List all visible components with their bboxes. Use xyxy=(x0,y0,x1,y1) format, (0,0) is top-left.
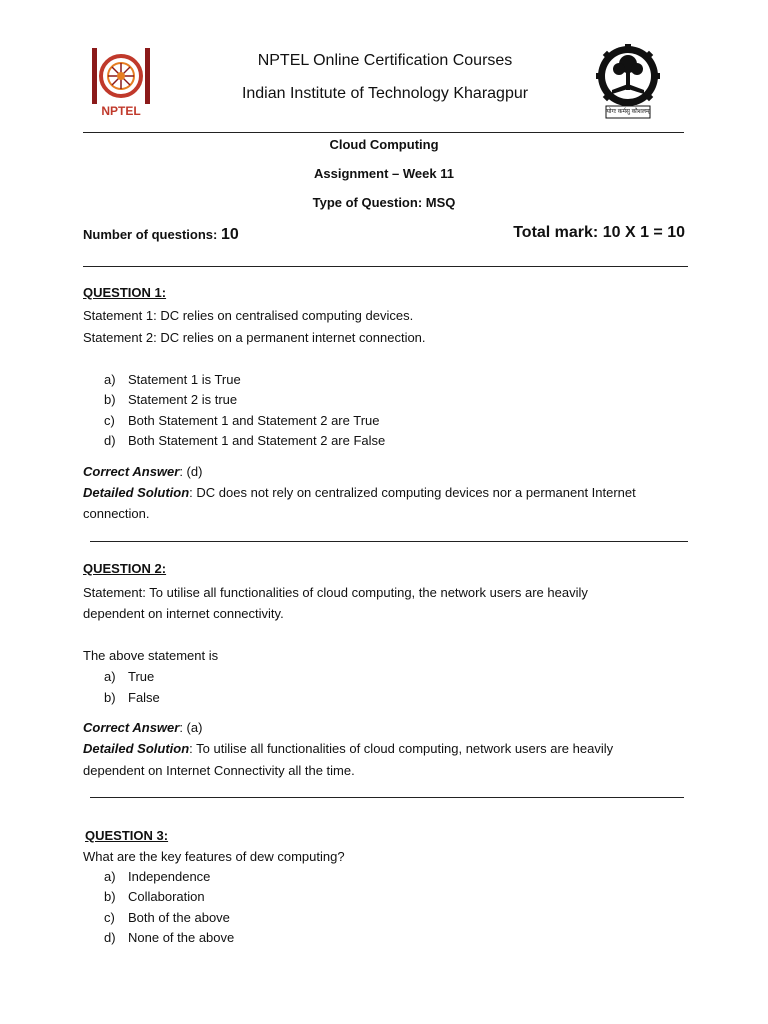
option-text: Statement 1 is True xyxy=(128,372,241,387)
course-title: Cloud Computing xyxy=(329,137,439,152)
option-label: c) xyxy=(104,910,115,925)
option-text: Both of the above xyxy=(128,910,230,925)
option-text: Independence xyxy=(128,869,211,884)
correct-answer-label: Correct Answer xyxy=(83,464,180,479)
option-label: b) xyxy=(104,392,116,407)
section-divider-3 xyxy=(90,797,684,798)
question-1-title: QUESTION 1: xyxy=(83,285,167,300)
option-label: a) xyxy=(104,372,116,387)
option-label: a) xyxy=(104,869,116,884)
option-label: c) xyxy=(104,413,115,428)
question-1-statement-1: Statement 1: DC relies on centralised computing devices. xyxy=(83,308,414,323)
nptel-logo-text: NPTEL xyxy=(101,104,141,118)
header-line-2: Indian Institute of Technology Kharagpur xyxy=(241,85,529,102)
question-3-statement: What are the key features of dew computing? xyxy=(83,849,345,864)
correct-answer-label: Correct Answer xyxy=(83,720,180,735)
iit-kgp-logo xyxy=(592,44,664,120)
number-of-questions-label: Number of questions: xyxy=(83,227,221,242)
header-line-1: NPTEL Online Certification Courses xyxy=(257,52,513,69)
question-2-title: QUESTION 2: xyxy=(83,561,167,576)
question-1-option-a[interactable] xyxy=(104,372,241,387)
correct-answer-value: : (a) xyxy=(179,720,203,735)
question-2-prompt: The above statement is xyxy=(83,648,219,663)
option-label: b) xyxy=(104,889,116,904)
question-1-option-b[interactable] xyxy=(104,392,237,407)
number-of-questions xyxy=(83,226,239,244)
iit-kgp-motto: योगः कर्मसु कौशलम् xyxy=(606,109,650,115)
option-text: False xyxy=(128,690,160,705)
option-label: d) xyxy=(104,930,116,945)
question-1-option-c[interactable] xyxy=(104,413,380,428)
question-2-option-a[interactable] xyxy=(104,669,154,684)
question-2-statement-2: dependent on internet connectivity. xyxy=(83,606,284,621)
detailed-solution-label: Detailed Solution xyxy=(83,485,190,500)
detailed-solution-text: : DC does not rely on centralized computing devices nor a permanent Internet xyxy=(189,485,636,500)
question-2-solution-cont: dependent on Internet Connectivity all the time. xyxy=(83,763,355,778)
question-1-solution-cont: connection. xyxy=(83,506,150,521)
question-2-option-b[interactable] xyxy=(104,690,160,705)
question-3-option-a[interactable] xyxy=(104,869,210,884)
section-divider-2 xyxy=(90,541,688,542)
detailed-solution-label: Detailed Solution xyxy=(83,741,190,756)
question-3-option-d[interactable] xyxy=(104,930,234,945)
question-3-option-c[interactable] xyxy=(104,910,230,925)
section-divider-1 xyxy=(83,266,688,267)
option-label: a) xyxy=(104,669,116,684)
question-3-title: QUESTION 3: xyxy=(85,828,169,843)
question-1-statement-2: Statement 2: DC relies on a permanent internet connection. xyxy=(83,330,426,345)
question-1-correct-answer xyxy=(83,464,202,479)
option-text: None of the above xyxy=(128,930,235,945)
option-label: d) xyxy=(104,433,116,448)
option-text: Collaboration xyxy=(128,889,205,904)
detailed-solution-text: : To utilise all functionalities of cloud computing, network users are heavily xyxy=(189,741,614,756)
nptel-logo xyxy=(88,46,154,120)
option-text: Both Statement 1 and Statement 2 are False xyxy=(128,433,386,448)
assignment-title: Assignment – Week 11 xyxy=(314,166,454,181)
question-2-statement-1: Statement: To utilise all functionalities of cloud computing, the network users are heavily xyxy=(83,585,588,600)
option-text: Statement 2 is true xyxy=(128,392,238,407)
option-label: b) xyxy=(104,690,116,705)
question-2-solution xyxy=(83,741,613,756)
option-text: Both Statement 1 and Statement 2 are True xyxy=(128,413,380,428)
question-1-option-d[interactable] xyxy=(104,433,385,448)
total-mark: Total mark: 10 X 1 = 10 xyxy=(513,224,685,241)
question-type: Type of Question: MSQ xyxy=(312,195,456,210)
option-text: True xyxy=(128,669,155,684)
number-of-questions-value: 10 xyxy=(220,226,239,243)
question-3-option-b[interactable] xyxy=(104,889,205,904)
header-divider xyxy=(83,132,684,133)
correct-answer-value: : (d) xyxy=(179,464,203,479)
question-1-solution xyxy=(83,485,636,500)
question-2-correct-answer xyxy=(83,720,202,735)
